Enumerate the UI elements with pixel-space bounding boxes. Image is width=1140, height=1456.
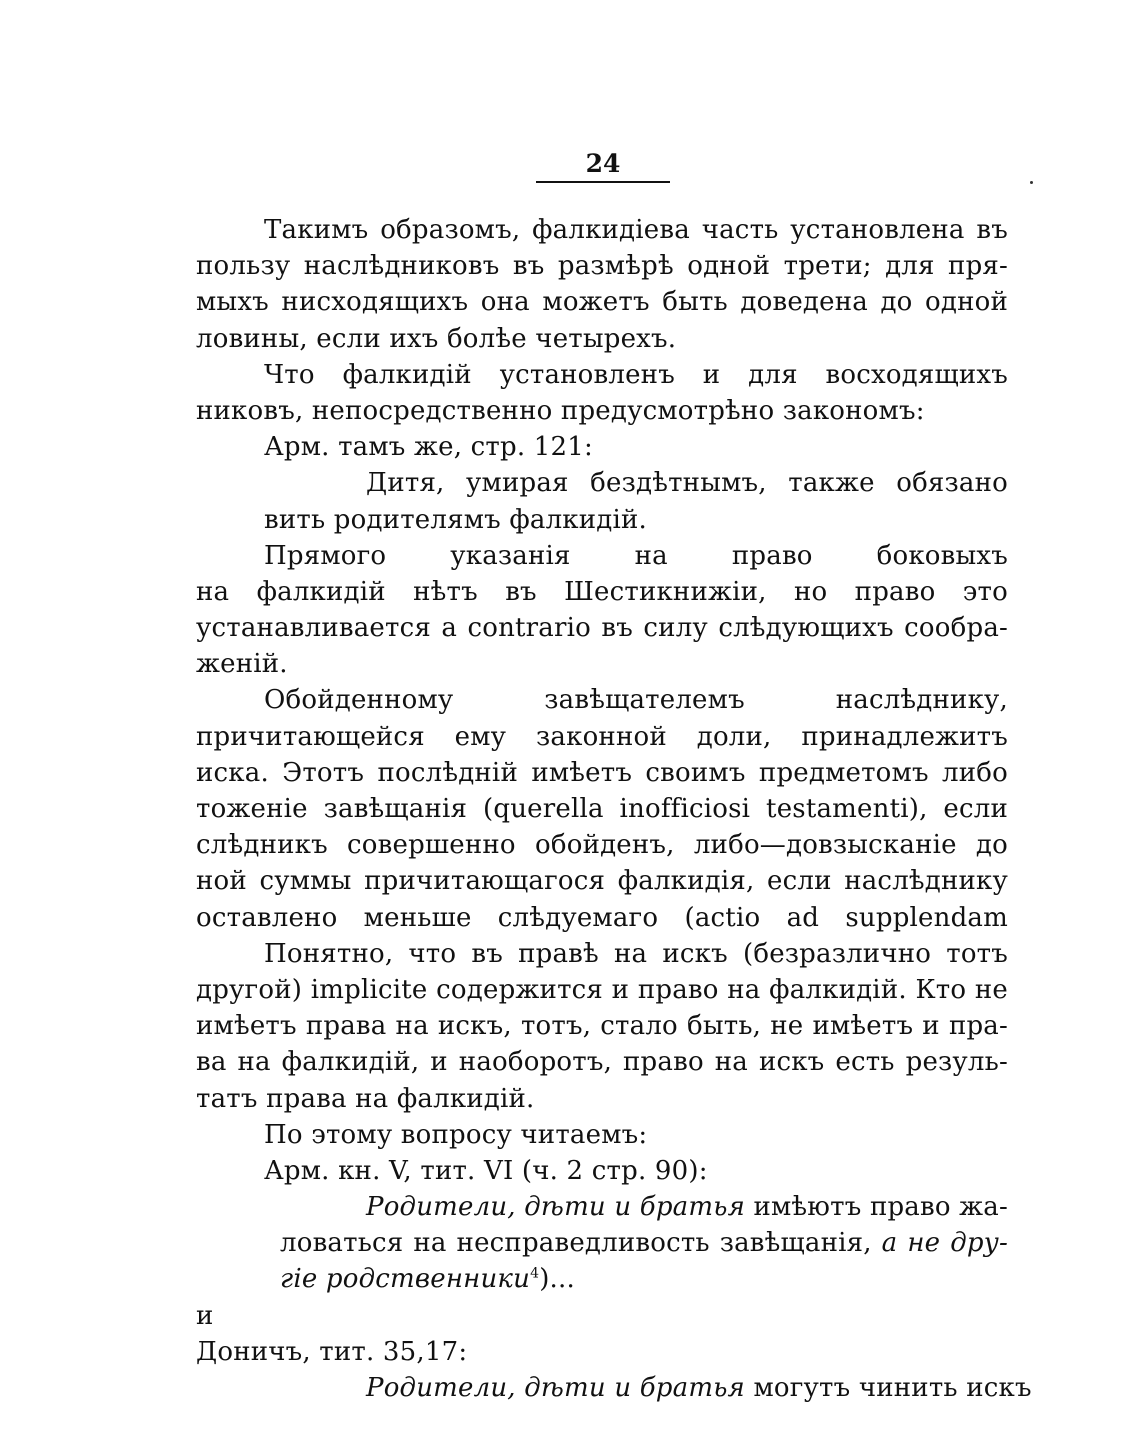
quote-emphasis: а не дру- (881, 1228, 1008, 1259)
quote-text: имѣютъ право жа- (745, 1192, 1008, 1223)
conjunction: и (196, 1300, 214, 1331)
text-line: По этому вопросу читаемъ: (264, 1119, 648, 1150)
text-line: слѣдникъ совершенно обойденъ, либо—довзысканіе до (196, 830, 1008, 861)
quote-line (196, 1261, 1008, 1297)
quote-text: ловаться на несправедливость завѣщанія, (280, 1228, 882, 1259)
footnote-marker: 4 (530, 1265, 540, 1282)
citation-reference: Арм. тамъ же, стр. 121: (264, 432, 593, 463)
text-line: на фалкидій нѣтъ въ Шестикнижіи, но право это (196, 576, 1008, 607)
text-line: оставлено меньше слѣдуемаго (actio ad supplendam (196, 902, 1008, 933)
text-line: Такимъ образомъ, фалкидіева часть установлена въ (264, 215, 1008, 245)
text-line: устанавливается a contrario въ силу слѣдующихъ сообра- (196, 613, 1008, 644)
quote-emphasis: Родители, дѣти и братья (366, 1192, 745, 1223)
page-number-rule (536, 181, 670, 183)
text-line: ной суммы причитающагося фалкидія, если наслѣднику (196, 866, 1008, 897)
text-line: имѣетъ права на искъ, тотъ, стало быть, не имѣетъ и пра- (196, 1011, 1008, 1042)
text-line: ловины, если ихъ болѣе четырехъ. (196, 323, 677, 354)
quote-line (196, 1370, 1032, 1406)
citation-reference: Доничъ, тит. 35,17: (196, 1336, 468, 1367)
text-line: Обойденному завѣщателемъ наслѣднику, (264, 685, 1008, 716)
text-line: женій. (196, 649, 288, 680)
text-line: пользу наслѣдниковъ въ размѣрѣ одной трети; для пря- (196, 251, 1008, 282)
quote-emphasis: Родители, дѣти и братья (366, 1373, 745, 1403)
quote-text: )... (539, 1264, 575, 1295)
text-line: другой) implicite содержится и право на фалкидій. Кто не (196, 974, 1008, 1005)
scan-speck (1030, 181, 1033, 184)
text-line: Что фалкидій установленъ и для восходящихъ (264, 359, 1008, 390)
text-line: мыхъ нисходящихъ она можетъ быть доведена до одной (196, 287, 1008, 318)
text-line: ва на фалкидій, и наоборотъ, право на искъ есть резуль- (196, 1047, 1008, 1078)
text-line: Прямого указанія на право боковыхъ (264, 540, 1008, 571)
text-line: татъ права на фалкидій. (196, 1083, 535, 1114)
text-line: Понятно, что въ правѣ на искъ (безразлично тотъ (264, 938, 1008, 969)
quote-line (196, 1189, 1008, 1225)
page-number: 24 (585, 149, 621, 178)
quote-emphasis: гіе родственники (280, 1264, 531, 1295)
body-text (196, 212, 1032, 1406)
quote-line: Дитя, умирая бездѣтнымъ, также обязано (366, 468, 1008, 499)
quote-line (196, 1225, 1008, 1261)
text-line: иска. Этотъ послѣдній имѣетъ своимъ предметомъ либо (196, 757, 1008, 788)
citation-reference: Арм. кн. V, тит. VI (ч. 2 стр. 90): (264, 1155, 708, 1186)
text-line: причитающейся ему законной доли, принадлежитъ (196, 721, 1008, 752)
text-line: тоженіе завѣщанія (querella inofficiosi testamenti), если (196, 794, 1008, 824)
quote-text: могутъ чинить искъ (744, 1373, 1032, 1403)
quote-line: вить родителямъ фалкидій. (264, 504, 647, 535)
text-line: никовъ, непосредственно предусмотрѣно закономъ: (196, 395, 925, 426)
